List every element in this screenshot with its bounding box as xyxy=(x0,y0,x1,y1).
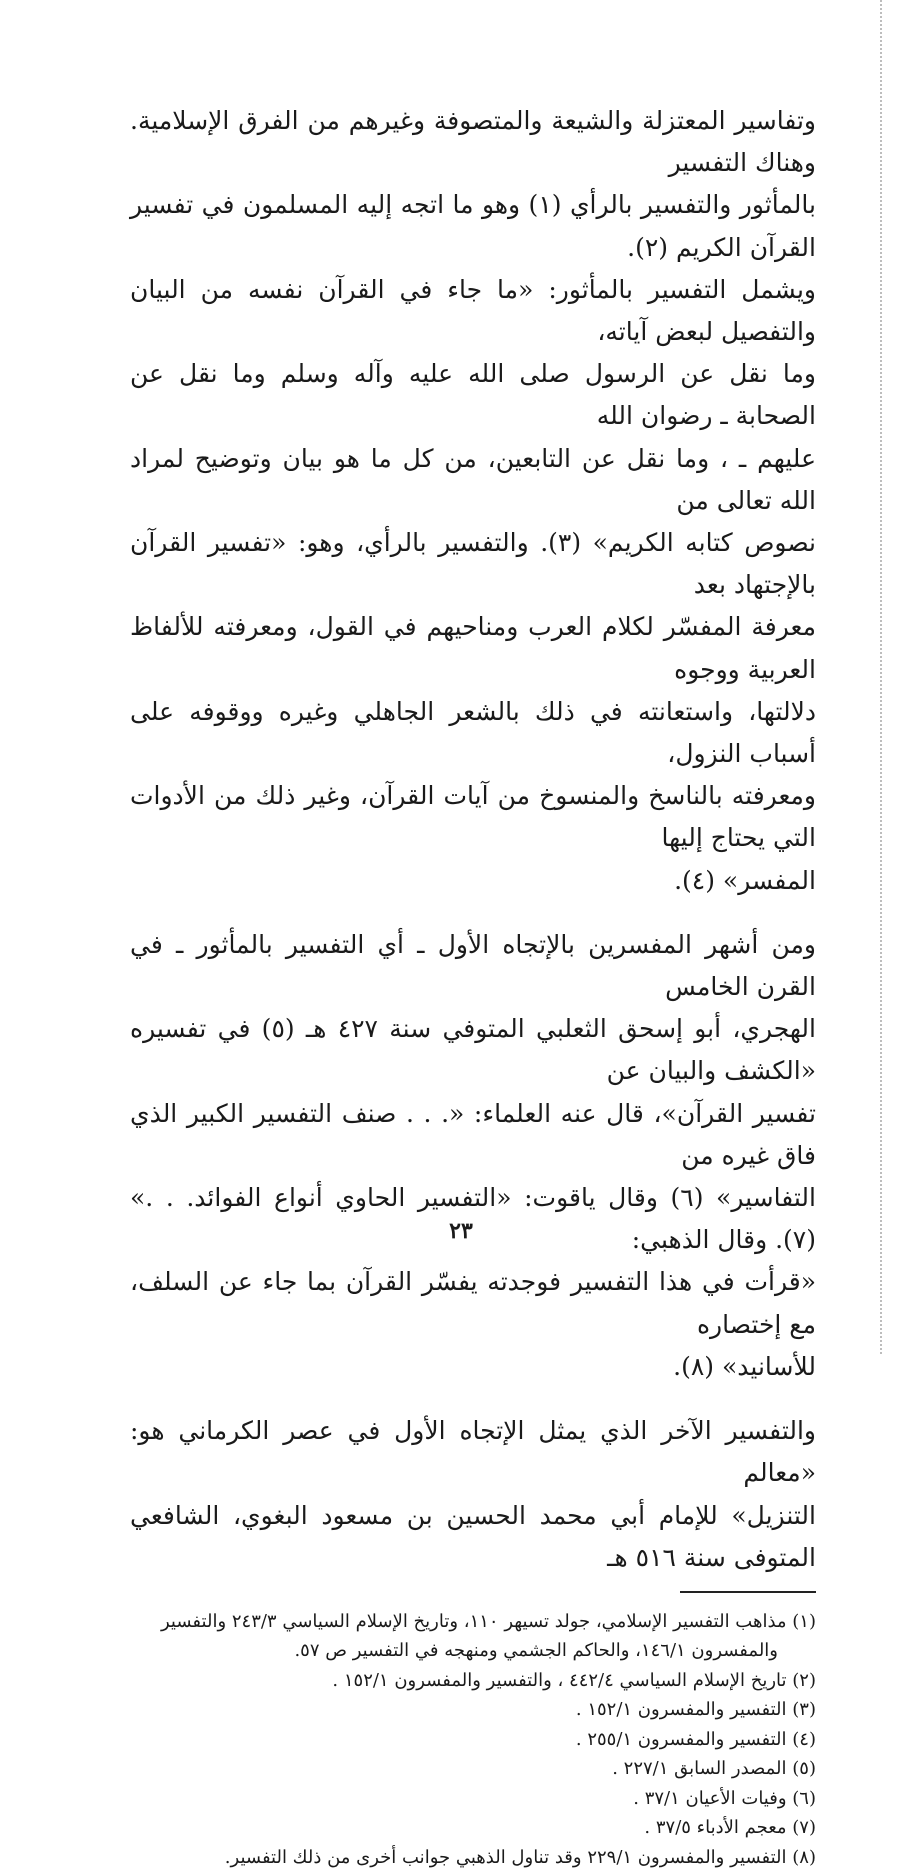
page-number: ٢٣ xyxy=(449,1218,473,1244)
text-line: ومن أشهر المفسرين بالإتجاه الأول ـ أي التفسير بالمأثور ـ في القرن الخامس xyxy=(130,929,816,1002)
text-line: ومعرفته بالناسخ والمنسوخ من آيات القرآن، وغير ذلك من الأدوات التي يحتاج إليها xyxy=(130,781,816,853)
footnote-item: (١) مذاهب التفسير الإسلامي، جولد تسيهر ١١٠، وتاريخ الإسلام السياسي ٢٤٣/٣ والتفسير xyxy=(161,1610,816,1632)
footnote-item: (٥) المصدر السابق ٢٢٧/١ . xyxy=(612,1758,816,1780)
text-line: عليهم ـ ، وما نقل عن التابعين، من كل ما هو بيان وتوضيح لمراد الله تعالى من xyxy=(130,443,816,515)
footnote-item: (٨) التفسير والمفسرون ٢٢٩/١ وقد تناول الذهبي جوانب أخرى من ذلك التفسير. xyxy=(224,1846,816,1868)
text-line: التفاسير» (٦) وقال ياقوت: «التفسير الحاوي أنواع الفوائد. . .» (٧). وقال الذهبي: xyxy=(130,1183,816,1255)
text-line: تفسير القرآن»، قال عنه العلماء: «. . . صنف التفسير الكبير الذي فاق غيره من xyxy=(130,1098,816,1170)
text-line: وتفاسير المعتزلة والشيعة والمتصوفة وغيرهم من الفرق الإسلامية. وهناك التفسير xyxy=(130,106,816,178)
text-line: معرفة المفسّر لكلام العرب ومناحيهم في القول، ومعرفته للألفاظ العربية ووجوه xyxy=(130,612,816,684)
text-line: بالمأثور والتفسير بالرأي (١) وهو ما اتجه إليه المسلمون في تفسير القرآن الكريم (٢). xyxy=(130,190,816,262)
footnote-item: (٣) التفسير والمفسرون ١٥٢/١ . xyxy=(575,1699,816,1721)
text-line: وما نقل عن الرسول صلى الله عليه وآله وسلم وما نقل عن الصحابة ـ رضوان الله xyxy=(130,359,816,431)
page-edge-dots xyxy=(880,0,882,1354)
text-line: التنزيل» للإمام أبي محمد الحسين بن مسعود البغوي، الشافعي المتوفى سنة ٥١٦ هـ xyxy=(130,1500,816,1572)
footnote-item: (٧) معجم الأدباء ٣٧/٥ . xyxy=(644,1817,816,1839)
text-line: ويشمل التفسير بالمأثور: «ما جاء في القرآن نفسه من البيان والتفصيل لبعض آياته، xyxy=(130,274,816,347)
text-line: والتفسير الآخر الذي يمثل الإتجاه الأول في عصر الكرماني هو: «معالم xyxy=(130,1416,816,1488)
paragraph-1 xyxy=(130,100,816,902)
text-line: المفسر» (٤). xyxy=(674,865,816,895)
footnote-item: (٦) وفيات الأعيان ٣٧/١ . xyxy=(633,1787,816,1809)
footnote-item: (٤) التفسير والمفسرون ٢٥٥/١ . xyxy=(575,1728,816,1750)
text-line: للأسانيد» (٨). xyxy=(673,1351,816,1381)
page-body xyxy=(130,100,816,1872)
text-line: دلالتها، واستعانته في ذلك بالشعر الجاهلي وغيره ووقوفه على أسباب النزول، xyxy=(130,696,816,769)
footnote-item: (٢) تاريخ الإسلام السياسي ٤٤٢/٤ ، والتفسير والمفسرون ١٥٢/١ . xyxy=(332,1669,816,1691)
text-line: «قرأت في هذا التفسير فوجدته يفسّر القرآن بما جاء عن السلف، مع إختصاره xyxy=(130,1267,816,1339)
footnote-separator xyxy=(680,1591,816,1593)
footnotes xyxy=(130,1607,816,1872)
paragraph-3 xyxy=(130,1410,816,1579)
paragraph-2 xyxy=(130,924,816,1388)
text-line: نصوص كتابه الكريم» (٣). والتفسير بالرأي، وهو: «تفسير القرآن بالإجتهاد بعد xyxy=(130,528,816,600)
footnote-continuation: والمفسرون ١٤٦/١، والحاكم الجشمي ومنهجه في التفسير ص ٥٧. xyxy=(294,1640,778,1662)
text-line: الهجري، أبو إسحق الثعلبي المتوفي سنة ٤٢٧ هـ (٥) في تفسيره «الكشف والبيان عن xyxy=(130,1014,816,1086)
